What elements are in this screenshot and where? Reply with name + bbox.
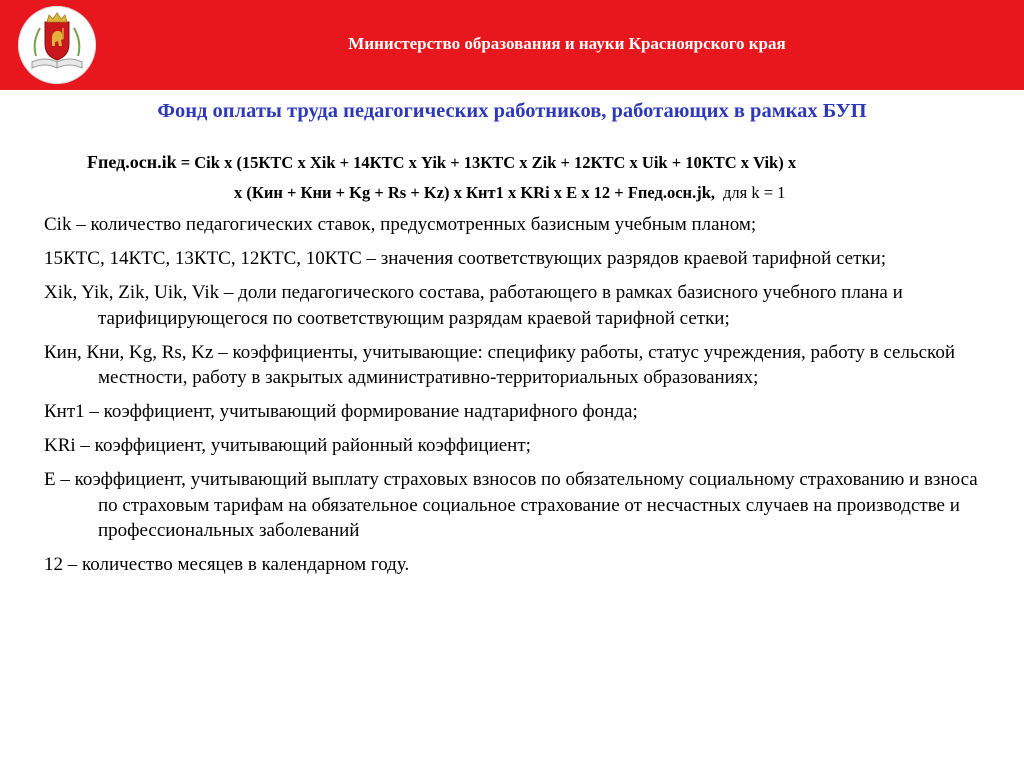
definitions-list xyxy=(44,212,984,586)
definition-item: Кин, Кни, Kg, Rs, Kz – коэффициенты, учитывающие: специфику работы, статус учреждения, работу в сельской местности, работу в закрытых административно-территориальных образованиях; xyxy=(44,341,955,388)
formula-rhs-part-2: х (Кин + Кни + Kg + Rs + Kz) х Кнт1 х KRi х E х 12 + Fпед.осн.jk, xyxy=(234,183,715,202)
definition-item: Кнт1 – коэффициент, учитывающий формирование надтарифного фонда; xyxy=(44,401,638,422)
formula-rhs-part-1: = Cik х (15КТС х Xik + 14КТС х Yik + 13КТС х Zik + 12КТС х Uik + 10КТС х Vik) х xyxy=(176,153,797,172)
definition-item: 15КТС, 14КТС, 13КТС, 12КТС, 10КТС – значения соответствующих разрядов краевой тарифной сетки; xyxy=(44,248,887,269)
formula-lhs: Fпед.осн.ik xyxy=(87,152,177,172)
formula-condition: для k = 1 xyxy=(723,183,786,202)
header-bar xyxy=(0,0,1024,90)
definition-item: Cik – количество педагогических ставок, предусмотренных базисным учебным планом; xyxy=(44,214,757,235)
definition-item: E – коэффициент, учитывающий выплату страховых взносов по обязательному социальному страхованию и взноса по страховым тарифам на обязательное социальное страхование от несчастных случаев на производстве и профессиональных заболеваний xyxy=(44,469,978,541)
definition-item: 12 – количество месяцев в календарном году. xyxy=(44,554,410,575)
formula-line-2 xyxy=(234,183,785,203)
formula-line-1 xyxy=(87,152,796,173)
definition-item: KRi – коэффициент, учитывающий районный коэффициент; xyxy=(44,435,531,456)
ministry-name: Министерство образования и науки Красноярского края xyxy=(348,34,786,53)
slide-title: Фонд оплаты труда педагогических работников, работающих в рамках БУП xyxy=(157,100,867,122)
definition-item: Xik, Yik, Zik, Uik, Vik – доли педагогического состава, работающего в рамках базисного учебного плана и тарифицирующегося по соответствующим разрядам краевой тарифной сетки; xyxy=(44,282,903,329)
coat-of-arms-icon xyxy=(18,6,96,84)
